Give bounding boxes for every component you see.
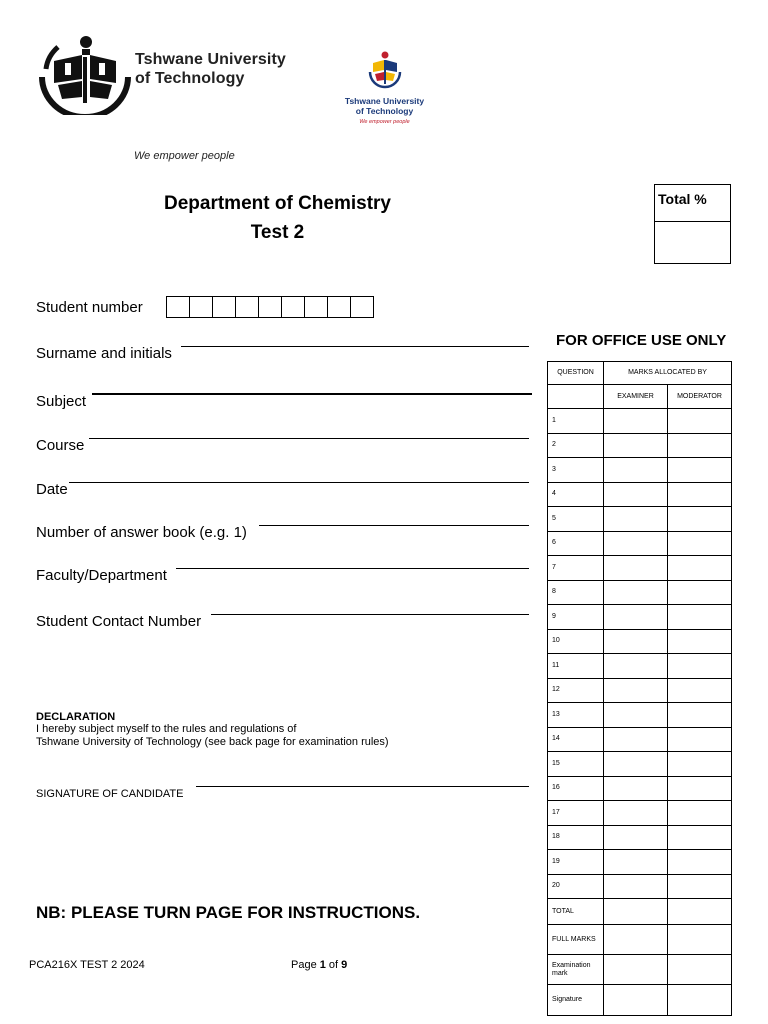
question-row (548, 605, 732, 630)
marks-allocated-header: MARKS ALLOCATED BY (604, 362, 732, 385)
department-title: Department of Chemistry (164, 193, 391, 214)
moderator-mark-cell[interactable] (668, 874, 732, 899)
moderator-mark-cell[interactable] (668, 556, 732, 581)
moderator-mark-cell[interactable] (668, 482, 732, 507)
examiner-mark-cell[interactable] (604, 985, 668, 1016)
question-row (548, 703, 732, 728)
declaration-line1: I hereby subject myself to the rules and regulations of (36, 723, 297, 735)
row-label: 10 (548, 629, 604, 654)
row-label: 19 (548, 850, 604, 875)
marks-subheader-row (548, 385, 732, 409)
declaration-text (36, 723, 389, 749)
question-row (548, 556, 732, 581)
small-logo-name-line2: of Technology (355, 106, 414, 116)
examiner-mark-cell[interactable] (604, 678, 668, 703)
student-number-digit-box[interactable] (235, 296, 259, 318)
examiner-mark-cell[interactable] (604, 801, 668, 826)
row-label: 12 (548, 678, 604, 703)
contact-field[interactable] (211, 614, 529, 615)
office-use-title: FOR OFFICE USE ONLY (556, 332, 727, 349)
signature-row (548, 985, 732, 1016)
total-percent-box (654, 184, 731, 264)
question-row (548, 850, 732, 875)
question-row (548, 654, 732, 679)
question-row (548, 825, 732, 850)
moderator-mark-cell[interactable] (668, 580, 732, 605)
row-label: 7 (548, 556, 604, 581)
examiner-mark-cell[interactable] (604, 654, 668, 679)
moderator-mark-cell[interactable] (668, 409, 732, 434)
declaration-title: DECLARATION (36, 711, 116, 723)
examiner-mark-cell[interactable] (604, 776, 668, 801)
moderator-mark-cell[interactable] (668, 678, 732, 703)
question-row (548, 507, 732, 532)
row-label: 8 (548, 580, 604, 605)
row-label: Signature (548, 985, 604, 1016)
signature-field[interactable] (196, 786, 529, 787)
moderator-mark-cell[interactable] (668, 752, 732, 777)
page-mid: of (325, 959, 342, 971)
row-label: 4 (548, 482, 604, 507)
university-name-line2: of Technology (135, 70, 245, 87)
instructions-notice: NB: PLEASE TURN PAGE FOR INSTRUCTIONS. (36, 903, 421, 922)
page-total: 9 (341, 959, 348, 971)
question-row (548, 580, 732, 605)
answer-book-field[interactable] (259, 525, 529, 526)
moderator-mark-cell[interactable] (668, 955, 732, 985)
question-row (548, 776, 732, 801)
question-row (548, 801, 732, 826)
examiner-mark-cell[interactable] (604, 605, 668, 630)
examiner-mark-cell[interactable] (604, 507, 668, 532)
row-label: 3 (548, 458, 604, 483)
date-label: Date (36, 481, 68, 498)
faculty-field[interactable] (176, 568, 529, 569)
moderator-mark-cell[interactable] (668, 654, 732, 679)
footer-code: PCA216X TEST 2 2024 (29, 959, 145, 971)
marks-header-row (548, 362, 732, 385)
row-label: 1 (548, 409, 604, 434)
question-row (548, 629, 732, 654)
subject-field[interactable] (92, 393, 532, 395)
small-logo-tagline: We empower people (359, 119, 410, 125)
row-label: 20 (548, 874, 604, 899)
total-row (548, 899, 732, 925)
question-row (548, 409, 732, 434)
examiner-mark-cell[interactable] (604, 409, 668, 434)
student-number-digit-box[interactable] (166, 296, 190, 318)
question-header: QUESTION (548, 362, 604, 385)
declaration-line2: Tshwane University of Technology (see back page for examination rules) (36, 736, 389, 748)
university-logo (36, 33, 301, 115)
student-number-digit-box[interactable] (350, 296, 374, 318)
moderator-mark-cell[interactable] (668, 458, 732, 483)
moderator-mark-cell[interactable] (668, 727, 732, 752)
row-label: 5 (548, 507, 604, 532)
small-logo (337, 50, 432, 132)
question-row (548, 482, 732, 507)
row-label: 14 (548, 727, 604, 752)
faculty-label: Faculty/Department (36, 567, 167, 584)
surname-field[interactable] (181, 346, 529, 347)
examiner-mark-cell[interactable] (604, 531, 668, 556)
row-label: 9 (548, 605, 604, 630)
date-field[interactable] (69, 482, 529, 483)
examiner-mark-cell[interactable] (604, 703, 668, 728)
moderator-header: MODERATOR (668, 385, 732, 409)
university-name-line1: Tshwane University (135, 51, 286, 68)
examiner-mark-cell[interactable] (604, 580, 668, 605)
question-row (548, 458, 732, 483)
student-number-digit-box[interactable] (281, 296, 305, 318)
student-number-digit-box[interactable] (327, 296, 351, 318)
page-prefix: Page (291, 959, 320, 971)
signature-label: SIGNATURE OF CANDIDATE (36, 788, 184, 800)
row-label: 18 (548, 825, 604, 850)
student-number-digit-box[interactable] (304, 296, 328, 318)
examiner-mark-cell[interactable] (604, 874, 668, 899)
small-logo-name-line1: Tshwane University (344, 96, 425, 106)
course-field[interactable] (89, 438, 529, 439)
student-number-digit-box[interactable] (189, 296, 213, 318)
examiner-mark-cell[interactable] (604, 955, 668, 985)
moderator-mark-cell[interactable] (668, 801, 732, 826)
moderator-mark-cell[interactable] (668, 925, 732, 955)
total-percent-value[interactable] (655, 222, 730, 262)
moderator-mark-cell[interactable] (668, 629, 732, 654)
row-label: Examination mark (548, 955, 604, 985)
question-subheader-blank (548, 385, 604, 409)
moderator-mark-cell[interactable] (668, 985, 732, 1016)
row-label: TOTAL (548, 899, 604, 925)
course-label: Course (36, 437, 85, 454)
marks-table (547, 361, 732, 1016)
tagline: We empower people (134, 150, 235, 162)
exam-mark-row (548, 955, 732, 985)
moderator-mark-cell[interactable] (668, 703, 732, 728)
page-current: 1 (319, 959, 326, 971)
page-indicator (291, 959, 347, 971)
moderator-mark-cell[interactable] (668, 825, 732, 850)
student-number-digit-box[interactable] (258, 296, 282, 318)
total-percent-label: Total % (655, 185, 730, 222)
examiner-mark-cell[interactable] (604, 458, 668, 483)
row-label: 13 (548, 703, 604, 728)
examiner-mark-cell[interactable] (604, 925, 668, 955)
student-number-label: Student number (36, 299, 143, 316)
moderator-mark-cell[interactable] (668, 605, 732, 630)
moderator-mark-cell[interactable] (668, 850, 732, 875)
examiner-mark-cell[interactable] (604, 556, 668, 581)
examiner-mark-cell[interactable] (604, 850, 668, 875)
row-label: 11 (548, 654, 604, 679)
moderator-mark-cell[interactable] (668, 433, 732, 458)
question-row (548, 678, 732, 703)
test-title: Test 2 (250, 222, 305, 243)
answer-book-label: Number of answer book (e.g. 1) (36, 524, 247, 541)
question-row (548, 752, 732, 777)
examiner-mark-cell[interactable] (604, 482, 668, 507)
question-row (548, 874, 732, 899)
surname-label: Surname and initials (36, 345, 172, 362)
contact-label: Student Contact Number (36, 613, 202, 630)
moderator-mark-cell[interactable] (668, 531, 732, 556)
full-marks-row (548, 925, 732, 955)
row-label: 15 (548, 752, 604, 777)
examiner-mark-cell[interactable] (604, 752, 668, 777)
examiner-mark-cell[interactable] (604, 899, 668, 925)
examiner-mark-cell[interactable] (604, 629, 668, 654)
moderator-mark-cell[interactable] (668, 507, 732, 532)
small-logo-name (337, 96, 432, 116)
subject-label: Subject (36, 393, 87, 410)
university-seal-icon (36, 33, 134, 115)
moderator-mark-cell[interactable] (668, 776, 732, 801)
question-row (548, 433, 732, 458)
row-label: 17 (548, 801, 604, 826)
examiner-mark-cell[interactable] (604, 825, 668, 850)
university-name (135, 50, 286, 88)
examiner-mark-cell[interactable] (604, 433, 668, 458)
examiner-header: EXAMINER (604, 385, 668, 409)
student-number-digit-box[interactable] (212, 296, 236, 318)
student-number-boxes[interactable] (166, 296, 374, 318)
question-row (548, 531, 732, 556)
row-label: 2 (548, 433, 604, 458)
small-seal-icon (365, 50, 405, 92)
examiner-mark-cell[interactable] (604, 727, 668, 752)
moderator-mark-cell[interactable] (668, 899, 732, 925)
row-label: 16 (548, 776, 604, 801)
row-label: FULL MARKS (548, 925, 604, 955)
question-row (548, 727, 732, 752)
row-label: 6 (548, 531, 604, 556)
